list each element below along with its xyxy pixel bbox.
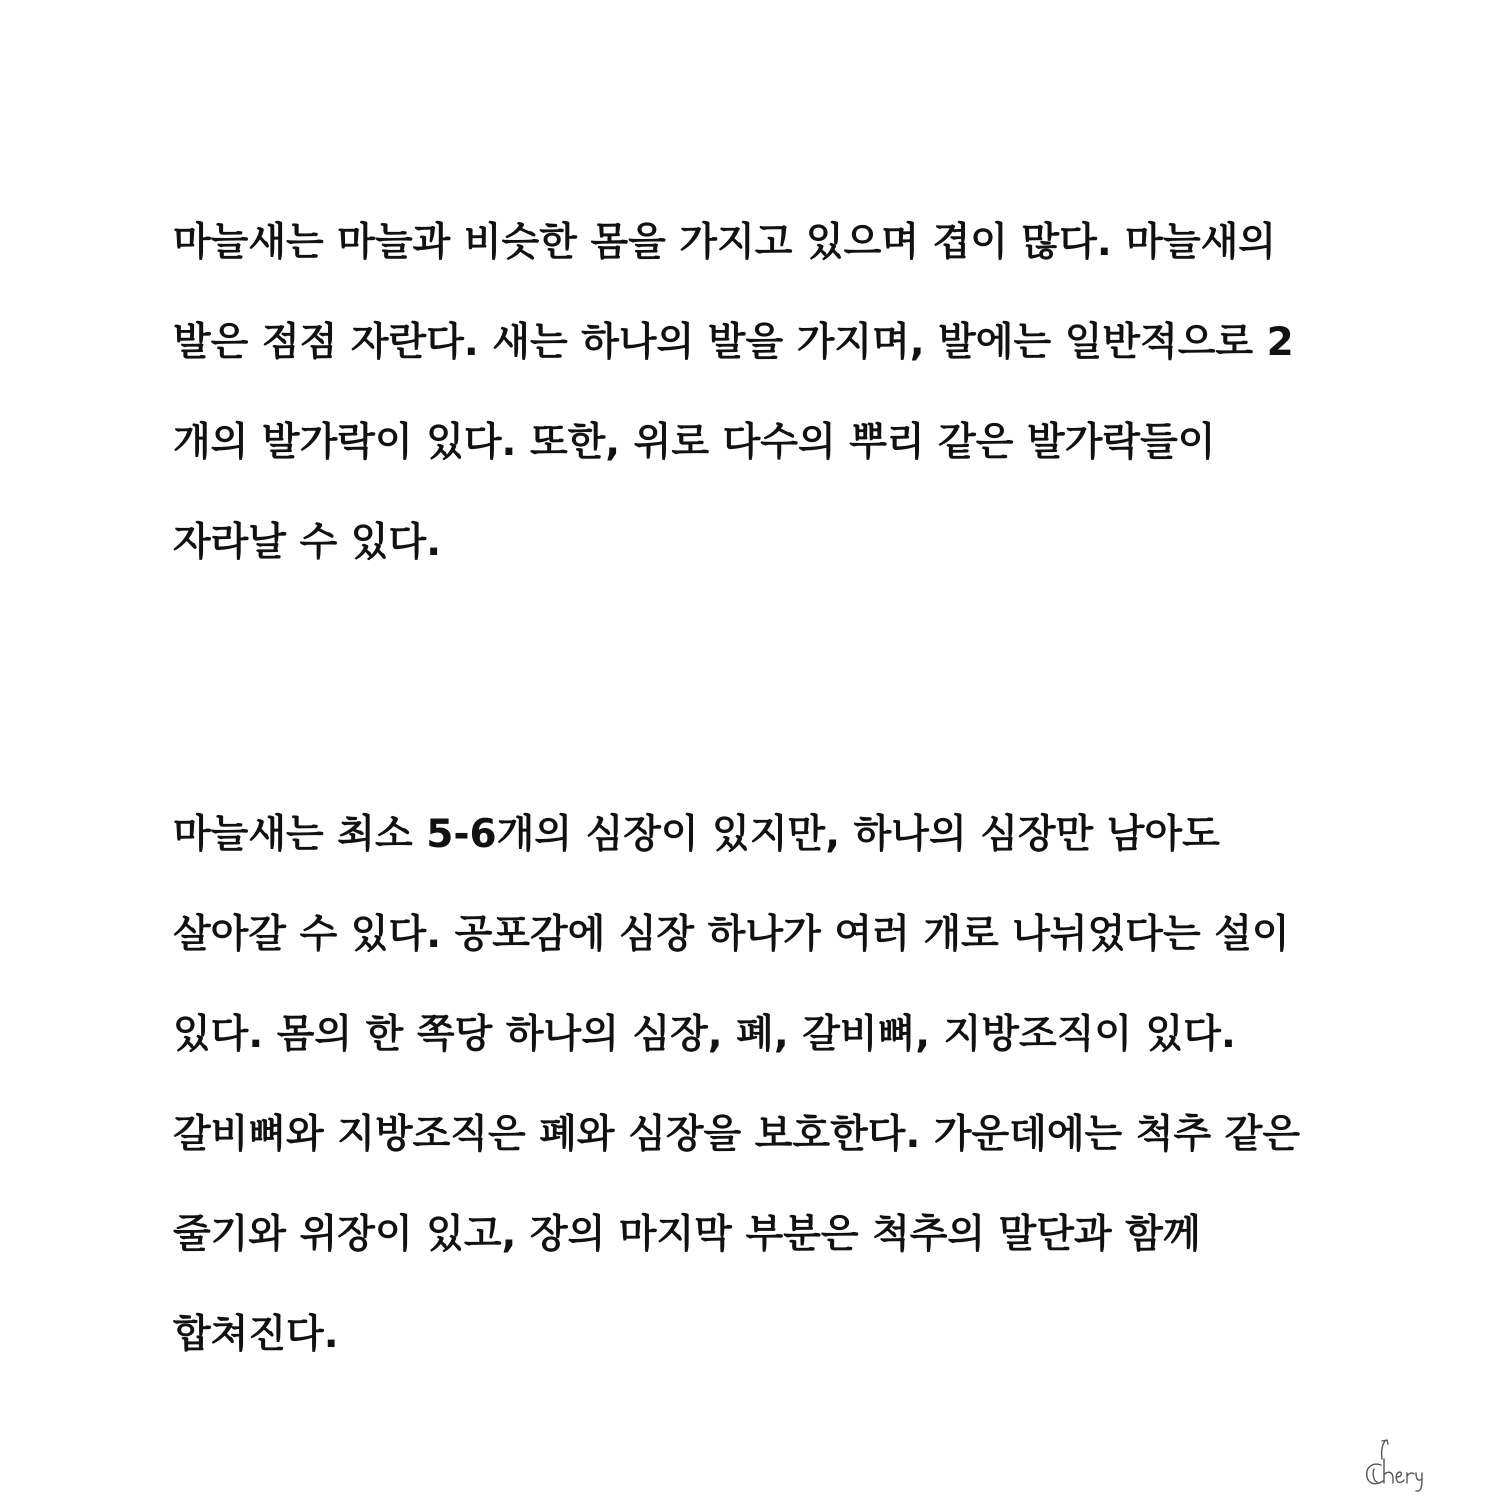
paragraph-line: 마늘새는 마늘과 비슷한 몸을 가지고 있으며 겹이 많다. 마늘새의 <box>173 220 1276 265</box>
paragraph-line: 갈비뼈와 지방조직은 폐와 심장을 보호한다. 가운데에는 척추 같은 <box>173 1112 1301 1157</box>
paragraph-line: 자라날 수 있다. <box>173 520 442 565</box>
paragraph-line: 개의 발가락이 있다. 또한, 위로 다수의 뿌리 같은 발가락들이 <box>173 420 1216 465</box>
paragraph-line: 마늘새는 최소 5-6개의 심장이 있지만, 하나의 심장만 남아도 <box>173 812 1220 857</box>
paragraph-line: 살아갈 수 있다. 공포감에 심장 하나가 여러 개로 나뉘었다는 설이 <box>173 912 1290 957</box>
paragraph-line: 합쳐진다. <box>173 1312 339 1357</box>
signature <box>1355 1435 1440 1495</box>
paragraph-line: 있다. 몸의 한 쪽당 하나의 심장, 폐, 갈비뼈, 지방조직이 있다. <box>173 1012 1236 1057</box>
paragraph-line: 줄기와 위장이 있고, 장의 마지막 부분은 척추의 말단과 함께 <box>173 1212 1201 1257</box>
paragraph-line: 발은 점점 자란다. 새는 하나의 발을 가지며, 발에는 일반적으로 2 <box>173 320 1294 365</box>
